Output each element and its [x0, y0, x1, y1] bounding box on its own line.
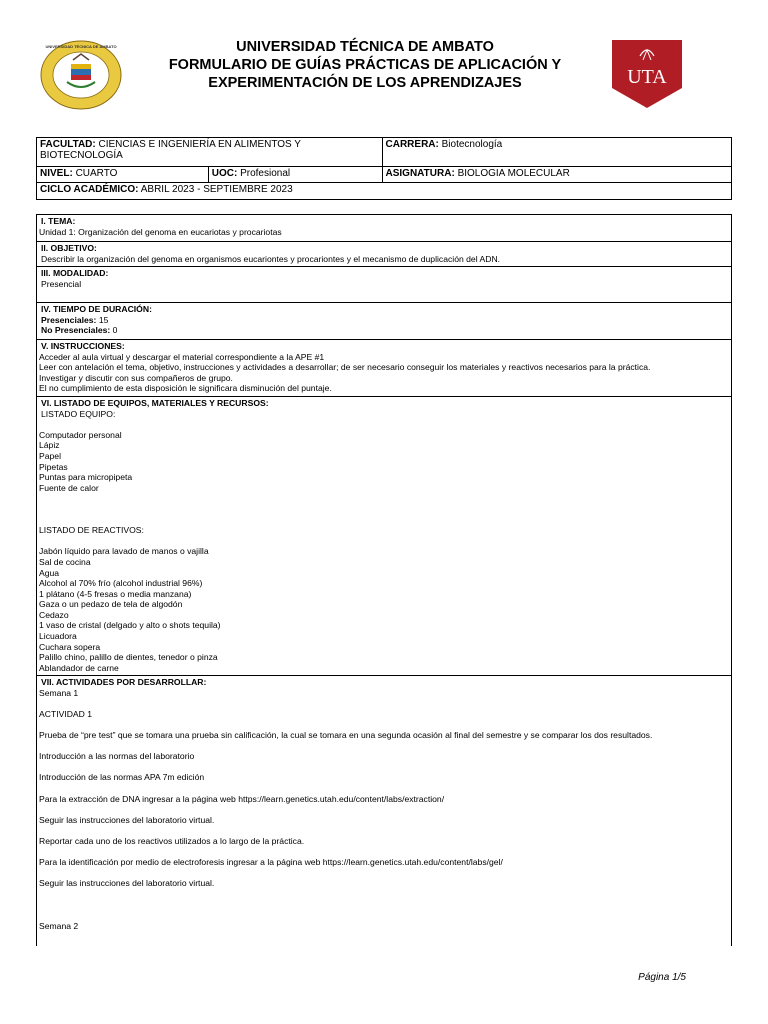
actividad-item: Para la identificación por medio de electroforesis ingresar a la página web https://learn.genetics.utah.edu/content/labs/gel/ [39, 857, 503, 868]
section-listado [37, 397, 732, 676]
section-tiempo [37, 303, 732, 340]
section-objetivo [37, 242, 732, 267]
reactivo-item: Licuadora [39, 631, 77, 642]
title-line-1: UNIVERSIDAD TÉCNICA DE AMBATO [236, 39, 494, 55]
reactivo-item: Cuchara sopera [39, 641, 101, 652]
course-info-table [36, 137, 732, 200]
reactivo-item: Cedazo [39, 609, 69, 620]
asignatura-value: BIOLOGIA MOLECULAR [457, 168, 570, 179]
section-tema [37, 215, 732, 242]
section-instrucciones [37, 340, 732, 397]
reactivo-item: Sal de cocina [39, 556, 91, 567]
carrera-cell [382, 138, 731, 167]
nivel-label: NIVEL: [40, 168, 73, 179]
uoc-value: Profesional [240, 168, 291, 179]
title-line-3: EXPERIMENTACIÓN DE LOS APRENDIZAJES [208, 75, 522, 91]
objetivo-title: II. OBJETIVO: [41, 243, 97, 253]
equipo-heading: LISTADO EQUIPO: [41, 408, 116, 419]
reactivo-item: 1 plátano (4-5 fresas o media manzana) [39, 588, 192, 599]
facultad-cell [37, 138, 383, 167]
equipo-item: Papel [39, 450, 61, 461]
ciclo-cell [37, 183, 732, 200]
seal-text: UNIVERSIDAD TÉCNICA DE AMBATO [45, 44, 117, 49]
nivel-cell [37, 167, 209, 183]
actividad-item: Seguir las instrucciones del laboratorio virtual. [39, 878, 215, 889]
uoc-cell [208, 167, 382, 183]
asignatura-cell [382, 167, 731, 183]
uta-logo-text: UTA [627, 66, 667, 88]
facultad-label: FACULTAD: [40, 139, 96, 150]
section-modalidad [37, 267, 732, 303]
ciclo-label: CICLO ACADÉMICO: [40, 184, 139, 195]
actividad-item: Introducción de las normas APA 7m edición [39, 772, 205, 783]
no-presenciales-line [41, 325, 729, 336]
presenciales-label: Presenciales: [41, 314, 97, 325]
equipo-item: Lápiz [39, 440, 60, 451]
instruccion-item: El no cumplimiento de esta disposición le significara disminución del puntaje. [39, 383, 332, 394]
actividad-1-label: ACTIVIDAD 1 [39, 708, 93, 719]
section-actividades [37, 676, 732, 946]
tiempo-title: IV. TIEMPO DE DURACIÓN: [41, 304, 152, 314]
reactivos-heading: LISTADO DE REACTIVOS: [39, 525, 144, 536]
reactivo-item: Agua [39, 567, 60, 578]
instrucciones-title: V. INSTRUCCIONES: [41, 341, 125, 351]
equipo-item: Pipetas [39, 461, 68, 472]
facultad-value: CIENCIAS E INGENIERÍA EN ALIMENTOS Y BIOTECNOLOGÍA [40, 139, 301, 161]
reactivo-item: Jabón líquido para lavado de manos o vajilla [39, 546, 209, 557]
info-row-facultad [37, 138, 732, 167]
modalidad-text: Presencial [41, 278, 82, 289]
reactivo-item: Ablandador de carne [39, 662, 119, 673]
uoc-label: UOC: [211, 168, 238, 179]
title-line-2: FORMULARIO DE GUÍAS PRÁCTICAS DE APLICACIÓN Y [168, 57, 562, 73]
objetivo-text: Describir la organización del genoma en organismos eucariontes y procariontes y el mecanismo de duplicación del ADN. [41, 253, 501, 264]
listado-title: VI. LISTADO DE EQUIPOS, MATERIALES Y RECURSOS: [41, 398, 269, 408]
actividad-item: Reportar cada uno de los reactivos utilizados a lo largo de la práctica. [39, 835, 305, 846]
reactivo-item: Gaza o un pedazo de tela de algodón [39, 599, 183, 610]
info-row-ciclo [37, 183, 732, 200]
semana-2-label: Semana 2 [39, 920, 79, 931]
document-title [130, 38, 600, 92]
info-row-nivel [37, 167, 732, 183]
university-seal-icon [40, 40, 122, 110]
instruccion-item: Leer con antelación el tema, objetivo, instrucciones y actividades a desarrollar; de ser necesario conseguir los materiales y reactivos necesarios para la práctica. [39, 362, 651, 373]
practice-guide-table [36, 214, 732, 946]
no-presenciales-value: 0 [112, 325, 118, 336]
presenciales-line [41, 315, 729, 326]
instruccion-item: Investigar y discutir con sus compañeros de grupo. [39, 372, 233, 383]
reactivo-item: Palillo chino, palillo de dientes, tenedor o pinza [39, 652, 218, 663]
tema-title: I. TEMA: [41, 216, 76, 226]
actividad-item: Seguir las instrucciones del laboratorio virtual. [39, 814, 215, 825]
instruccion-item: Acceder al aula virtual y descargar el material correspondiente a la APE #1 [39, 351, 325, 362]
uta-logo-icon [610, 38, 684, 110]
no-presenciales-label: No Presenciales: [41, 325, 111, 336]
carrera-value: Biotecnología [441, 139, 503, 150]
tema-text: Unidad 1: Organización del genoma en eucariotas y procariotas [39, 226, 282, 237]
carrera-label: CARRERA: [385, 139, 439, 150]
actividad-item: Introducción a las normas del laboratorio [39, 751, 195, 762]
ciclo-value: ABRIL 2023 - SEPTIEMBRE 2023 [140, 184, 293, 195]
document-header [0, 0, 768, 120]
actividad-item: Prueba de “pre test” que se tomara una prueba sin calificación, la cual se tomara en una segunda ocasión al final del semestre y se comparar los dos resultados. [39, 729, 653, 740]
reactivo-item: 1 vaso de cristal (delgado y alto o shots tequila) [39, 620, 221, 631]
presenciales-value: 15 [98, 314, 109, 325]
semana-1-label: Semana 1 [39, 687, 79, 698]
equipo-item: Computador personal [39, 429, 122, 440]
equipo-item: Puntas para micropipeta [39, 472, 133, 483]
page-number: Página 1/5 [638, 972, 686, 983]
equipo-item: Fuente de calor [39, 482, 99, 493]
asignatura-label: ASIGNATURA: [385, 168, 455, 179]
modalidad-title: III. MODALIDAD: [41, 268, 109, 278]
actividades-title: VII. ACTIVIDADES POR DESARROLLAR: [41, 677, 207, 687]
reactivo-item: Alcohol al 70% frío (alcohol industrial 96%) [39, 578, 203, 589]
actividad-item: Para la extracción de DNA ingresar a la página web https://learn.genetics.utah.edu/content/labs/extraction/ [39, 793, 445, 804]
nivel-value: CUARTO [75, 168, 118, 179]
